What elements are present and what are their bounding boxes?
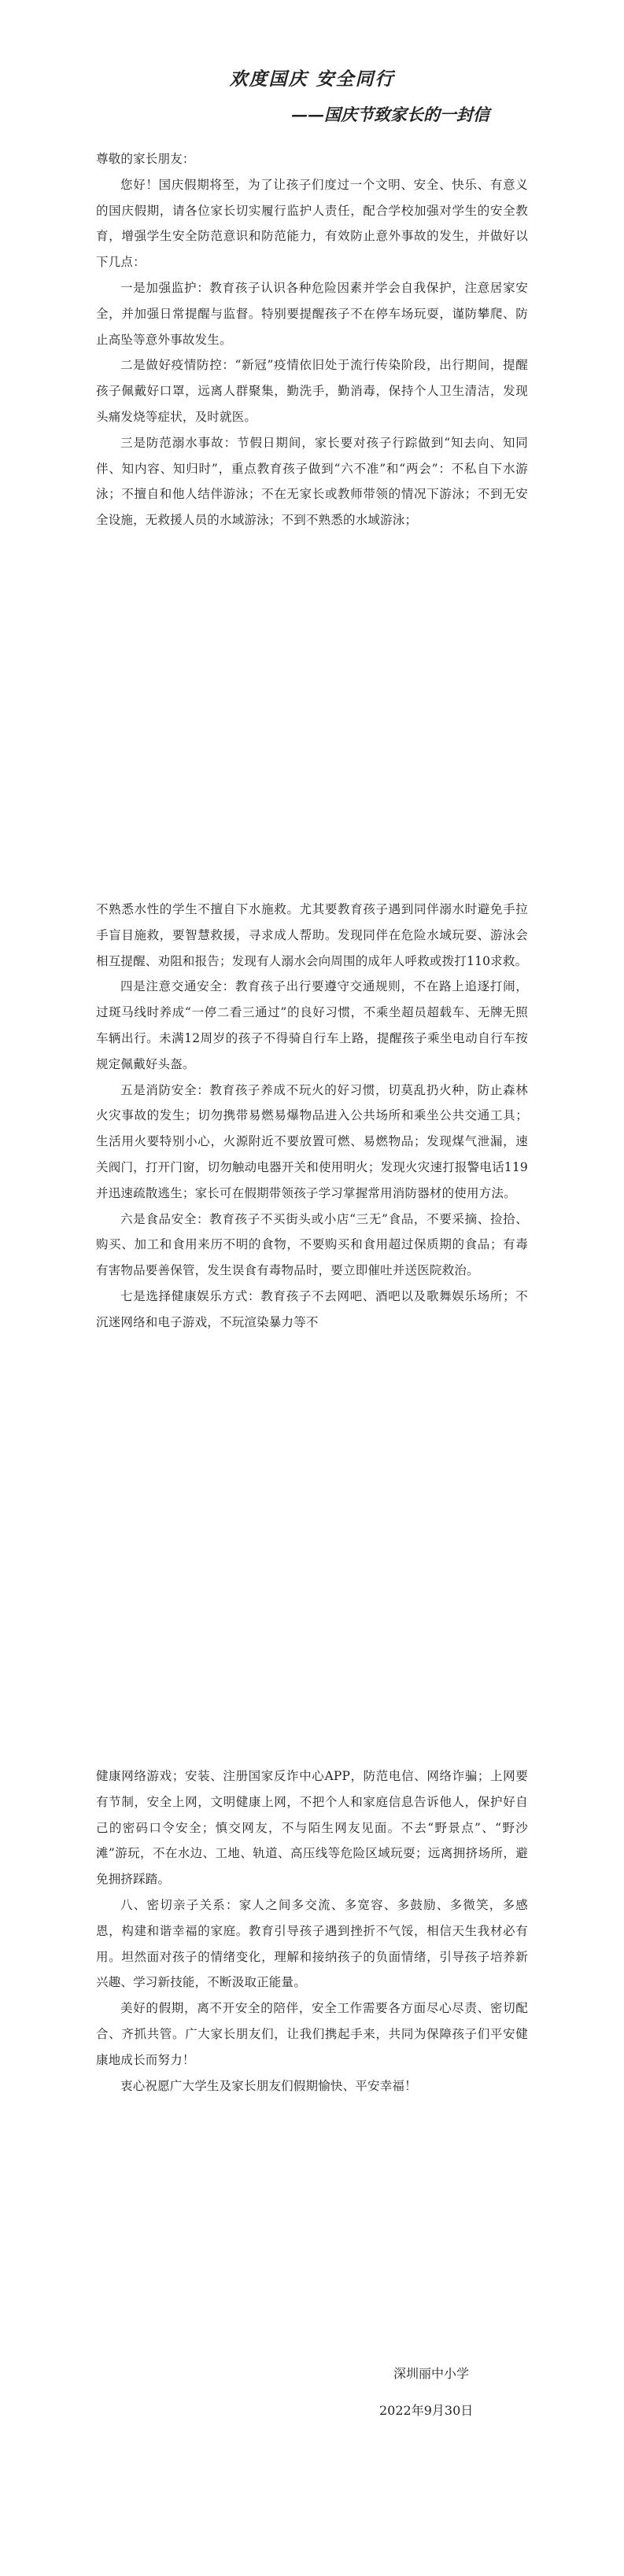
paragraph-drowning-cont: 不熟悉水性的学生不擅自下水施救。尤其要教育孩子遇到同伴溺水时避免手拉手盲目施救，要智慧救援，寻求成人帮助。发现同伴在危险水域玩耍、游泳会相互提醒、劝阻和报告；发现有人溺水会向周围的成年人呼救或拨打110求救。 <box>96 902 528 968</box>
intro-paragraph: 您好！国庆假期将至，为了让孩子们度过一个文明、安全、快乐、有意义的国庆假期，请各位家长切实履行监护人责任，配合学校加强对学生的安全教育，增强学生安全防范意识和防范能力，有效防止意外事故的发生，并做好以下几点： <box>96 177 528 270</box>
school-signature: 深圳丽中小学 <box>393 2366 470 2381</box>
paragraph-family: 八、密切亲子关系：家人之间多交流、多宽容、多鼓励、多微笑，多感恩，构建和谐幸福的家庭。教育引导孩子遇到挫折不气馁，相信天生我材必有用。坦然面对孩子的情绪变化，理解和接纳孩子的负面情绪，引导孩子培养新兴趣、学习新技能，不断汲取正能量。 <box>96 1897 528 1990</box>
paragraph-entertainment: 七是选择健康娱乐方式：教育孩子不去网吧、酒吧以及歌舞娱乐场所；不沉迷网络和电子游戏，不玩渲染暴力等不 <box>96 1288 528 1329</box>
letter-subtitle: ——国庆节致家长的一封信 <box>291 105 489 124</box>
paragraph-entertainment-cont: 健康网络游戏；安装、注册国家反诈中心APP，防范电信、网络诈骗；上网要有节制，安全上网，文明健康上网，不把个人和家庭信息告诉他人，保护好自己的密码口令安全；慎交网友，不与陌生网友见面。不去“野景点”、“野沙滩”游玩，不在水边、工地、轨道、高压线等危险区域玩耍；远离拥挤场所，避免拥挤踩踏。 <box>96 1769 528 1887</box>
letter-date: 2022年9月30日 <box>379 2403 474 2418</box>
paragraph-closing: 美好的假期，离不开安全的陪伴，安全工作需要各方面尽心尽责、密切配合、齐抓共管。广大家长朋友们，让我们携起手来，共同为保障孩子们平安健康地成长而努力！ <box>96 2001 528 2067</box>
paragraph-wishes: 衷心祝愿广大学生及家长朋友们假期愉快、平安幸福！ <box>120 2078 417 2093</box>
paragraph-epidemic: 二是做好疫情防控：“新冠”疫情依旧处于流行传染阶段，出行期间，提醒孩子佩戴好口罩，远离人群聚集，勤洗手，勤消毒，保持个人卫生清洁，发现头痛发烧等症状，及时就医。 <box>96 358 528 424</box>
paragraph-food: 六是食品安全：教育孩子不买街头或小店“三无”食品，不要采摘、捡拾、购买、加工和食用来历不明的食物，不要购买和食用超过保质期的食品；有毒有害物品要善保管，发生误食有毒物品时，要立即催吐并送医院救治。 <box>96 1211 528 1278</box>
greeting: 尊敬的家长朋友： <box>96 152 195 166</box>
letter-title: 欢度国庆 安全同行 <box>229 68 395 90</box>
paragraph-traffic: 四是注意交通安全：教育孩子出行要遵守交通规则，不在路上追逐打闹，过斑马线时养成“一停二看三通过”的良好习惯，不乘坐超员超载车、无牌无照车辆出行。未满12周岁的孩子不得骑自行车上路，提醒孩子乘坐电动自行车按规定佩戴好头盔。 <box>96 979 528 1071</box>
paragraph-drowning: 三是防范溺水事故：节假日期间，家长要对孩子行踪做到“知去向、知同伴、知内容、知归时”，重点教育孩子做到“六不准”和“两会”：不私自下水游泳；不擅自和他人结伴游泳；不在无家长或教师带领的情况下游泳；不到无安全设施，无救援人员的水域游泳；不到不熟悉的水域游泳； <box>96 435 528 528</box>
paragraph-fire: 五是消防安全：教育孩子养成不玩火的好习惯，切莫乱扔火种，防止森林火灾事故的发生；切勿携带易燃易爆物品进入公共场所和乘坐公共交通工具；生活用火要特别小心，火源附近不要放置可燃、易燃物品；发现煤气泄漏，速关阀门，打开门窗，切勿触动电器开关和使用明火；发现火灾速打报警电话119并迅速疏散逃生；家长可在假期带领孩子学习掌握常用消防器材的使用方法。 <box>96 1082 528 1200</box>
paragraph-supervision: 一是加强监护：教育孩子认识各种危险因素并学会自我保护，注意居家安全，并加强日常提醒与监督。特别要提醒孩子不在停车场玩耍，谨防攀爬、防止高坠等意外事故发生。 <box>96 280 528 347</box>
letter-body-part-3 <box>96 1763 528 2099</box>
letter-body-part-1 <box>96 146 528 533</box>
letter-body-part-2 <box>96 897 528 1336</box>
